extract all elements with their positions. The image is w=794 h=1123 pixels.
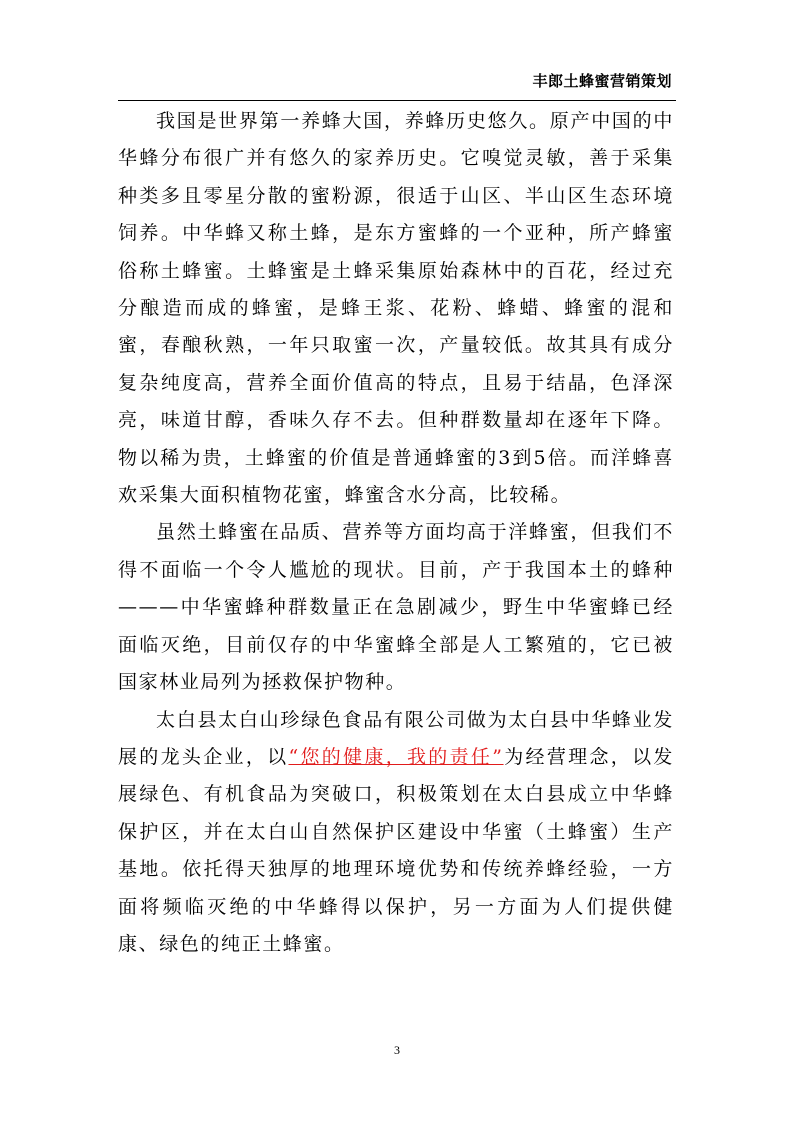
header-divider xyxy=(118,100,676,101)
paragraph-3 xyxy=(118,702,674,964)
page-number: 3 xyxy=(394,1043,400,1057)
paragraph-1: 我国是世界第一养蜂大国，养蜂历史悠久。原产中国的中华蜂分布很广并有悠久的家养历史。它嗅觉灵敏，善于采集种类多且零星分散的蜜粉源，很适于山区、半山区生态环境饲养。中华蜂又称土蜂，是东方蜜蜂的一个亚种，所产蜂蜜俗称土蜂蜜。土蜂蜜是土蜂采集原始森林中的百花，经过充分酿造而成的蜂蜜，是蜂王浆、花粉、蜂蜡、蜂蜜的混和蜜，春酿秋熟，一年只取蜜一次，产量较低。故其具有成分复杂纯度高，营养全面价值高的特点，且易于结晶，色泽深亮，味道甘醇，香味久存不去。但种群数量却在逐年下降。物以稀为贵，土蜂蜜的价值是普通蜂蜜的3到5倍。而洋蜂喜欢采集大面积植物花蜜，蜂蜜含水分高，比较稀。 xyxy=(118,110,674,507)
paragraph-3-rest: 为经营理念，以发展绿色、有机食品为突破口，积极策划在太白县成立中华蜂保护区，并在太白山自然保护区建设中华蜜（土蜂蜜）生产基地。依托得天独厚的地理环境优势和传统养蜂经验，一方面将频临灭绝的中华蜂得以保护，另一方面为人们提供健康、绿色的纯正土蜂蜜。 xyxy=(118,745,674,955)
header-title: 丰郎土蜂蜜营销策划 xyxy=(532,72,672,90)
paragraph-3-lead: 太白县太白山珍绿色食品有限公司做为太白县中华蜂业发展的龙头企业，以 xyxy=(118,708,674,768)
slogan-quote: “您的健康，我的责任” xyxy=(288,745,504,768)
paragraph-2: 虽然土蜂蜜在品质、营养等方面均高于洋蜂蜜，但我们不得不面临一个令人尴尬的现状。目前，产于我国本土的蜂种———中华蜜蜂种群数量正在急剧减少，野生中华蜜蜂已经面临灭绝，目前仅存的中华蜜蜂全部是人工繁殖的，它已被国家林业局列为拯救保护物种。 xyxy=(118,521,674,694)
body-text xyxy=(118,103,674,963)
